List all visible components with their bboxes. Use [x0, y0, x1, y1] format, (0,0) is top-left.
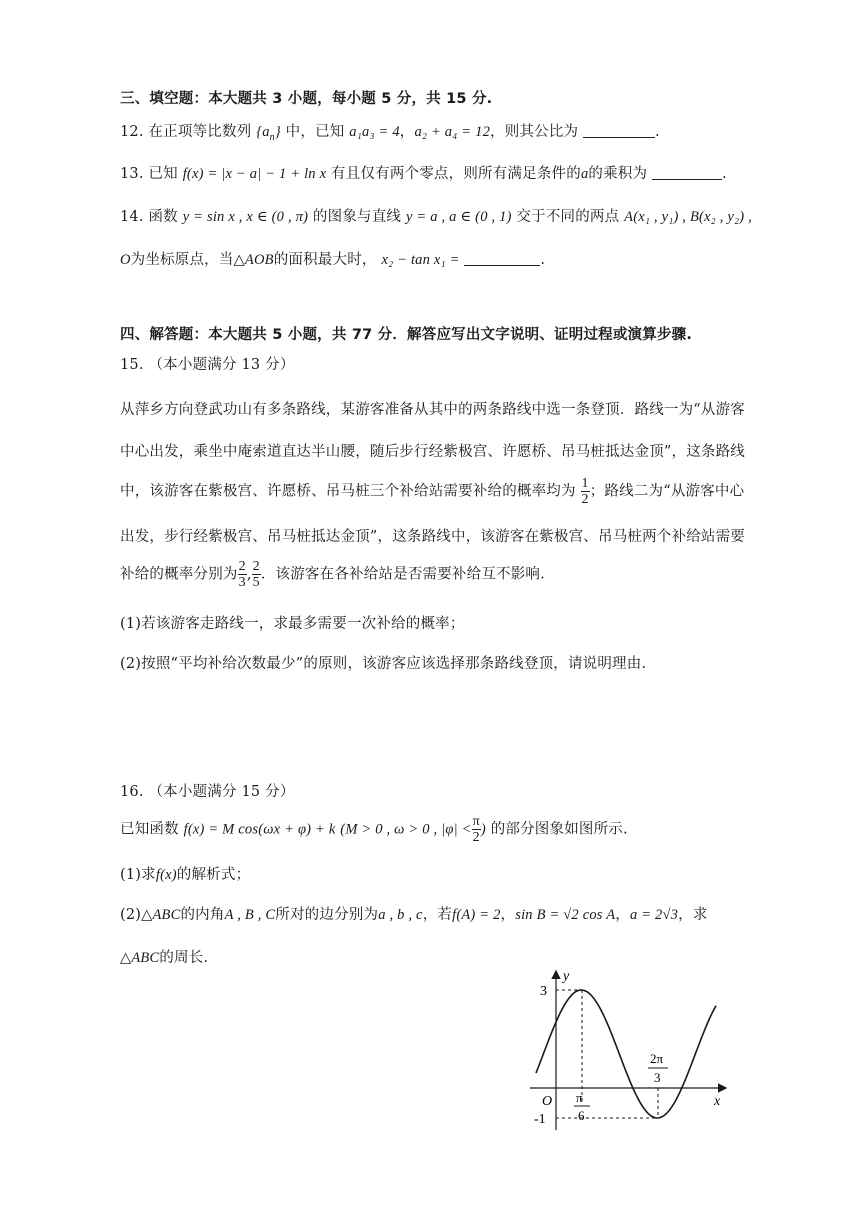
q15-paragraph-line4: 出发，步行经紫极宫、吊马桩抵达金顶”，这条路线中，该游客在紫极宫、吊马桩两个补给站需要: [120, 529, 746, 545]
q14-triangle: △AOB: [233, 252, 274, 268]
x1-numerator: π: [576, 1090, 583, 1105]
q14-line: y = a , a ∈ (0 , 1): [405, 209, 512, 225]
q16-s2-prefix: (2): [120, 907, 142, 923]
q14-text-b: 的图象与直线: [312, 209, 402, 225]
q15-paragraph-line1: 从萍乡方向登武功山有多条路线，某游客准备从其中的两条路线中选一条登顶．路线一为“从游客: [120, 402, 746, 418]
q16-header: 16. （本小题满分 15 分）: [120, 784, 295, 800]
q16-text-a: 已知函数: [120, 821, 179, 838]
origin-label: O: [542, 1094, 553, 1109]
question-13: [120, 162, 727, 183]
q13-end: .: [722, 166, 727, 182]
q16-s3-triangle: △ABC: [120, 950, 160, 966]
function-graph: [520, 960, 740, 1140]
q14-line2-b: 的面积最大时，: [273, 252, 377, 268]
q13-answer-blank[interactable]: [652, 165, 722, 180]
q16-s2-text-b: 的内角: [180, 907, 225, 923]
q14-origin: O: [120, 252, 131, 268]
q15-fraction-2-3: $\frac{2}{3}$: [238, 559, 246, 590]
q13-number: 13.: [120, 166, 144, 182]
q13-var: a: [580, 166, 589, 182]
q14-line2-a: 为坐标原点，当: [130, 252, 234, 268]
x2-numerator: 2π: [650, 1051, 664, 1066]
cosine-curve: [536, 990, 716, 1118]
q15-p5-text-b: ．该游客在各补给站是否需要补给互不影响.: [260, 566, 545, 583]
x-axis-label: x: [714, 1094, 721, 1109]
q16-subquestion-1: [120, 863, 250, 884]
q14-end: .: [540, 252, 546, 268]
q16-s3-text: 的周长.: [159, 950, 209, 966]
q15-p5-text-a: 补给的概率分别为: [120, 566, 238, 583]
q16-fraction-pi-2: $\frac{\pi}{2}$: [472, 814, 480, 845]
q15-p3-text-b: ；路线二为“从游客中心: [589, 483, 745, 500]
q15-paragraph-line2: 中心出发，乘坐中庵索道直达半山腰，随后步行经紫极宫、许愿桥、吊马桩抵达金顶”，这条路线: [120, 444, 746, 460]
q12-text-c: ，则其公比为: [490, 124, 579, 140]
q15-subquestion-2: (2)按照“平均补给次数最少”的原则，该游客应该选择那条路线登顶，请说明理由.: [120, 656, 647, 672]
q15-paragraph-line3: [120, 476, 744, 507]
q16-s2-text-d: ，若: [422, 907, 453, 923]
q13-text-a: 已知: [148, 166, 178, 182]
q14-answer-blank[interactable]: [464, 251, 540, 266]
q14-text-a: 函数: [148, 209, 178, 225]
question-14-line2: [120, 248, 545, 269]
q16-s2-angles: A , B , C: [224, 907, 276, 923]
q13-function: f(x) = |x − a| − 1 + ln x: [182, 166, 327, 182]
q16-s2-fa: f(A) = 2: [452, 907, 501, 923]
q12-number: 12.: [120, 124, 144, 140]
q13-text-c: 的乘积为: [588, 166, 648, 182]
q14-function: y = sin x , x ∈ (0 , π): [182, 209, 309, 225]
q15-p3-text-a: 中，该游客在紫极宫、许愿桥、吊马桩三个补给站需要补给的概率均为: [120, 483, 576, 500]
q16-s2-sides: a , b , c: [378, 907, 423, 923]
q16-s1-text-b: 的解析式；: [176, 867, 251, 883]
q14-text-c: 交于不同的两点: [516, 209, 620, 225]
q16-subquestion-2-line2: [120, 946, 208, 967]
q14-points: A(x₁ , y₁) , B(x₂ , y₂) ,: [624, 209, 752, 225]
q15-paragraph-line5: [120, 559, 545, 590]
q12-text-b: 中，已知: [285, 124, 345, 140]
q16-s2-text-f: ，: [615, 907, 630, 923]
q16-s2-text-e: ，: [500, 907, 516, 923]
q16-s1-text-a: (1)求: [120, 867, 156, 883]
question-12: [120, 120, 660, 143]
q16-subquestion-2: [120, 903, 708, 924]
q16-text-b: 的部分图象如图所示.: [490, 821, 628, 838]
q16-paragraph-line1: [120, 814, 628, 845]
q15-subquestion-1: (1)若该游客走路线一，求最多需要一次补给的概率；: [120, 616, 465, 632]
question-14: [120, 205, 752, 226]
x1-denominator: 6: [578, 1108, 585, 1123]
q12-end: .: [655, 124, 660, 140]
q16-condition-end: ): [480, 821, 486, 838]
q15-fraction-2-5: $\frac{2}{5}$: [252, 559, 260, 590]
q12-eq1: a₁a₃ = 4: [349, 124, 400, 140]
q16-function: f(x) = M cos(ωx + φ) + k: [183, 821, 336, 838]
q16-s2-text-c: 所对的边分别为: [275, 907, 379, 923]
section4-heading: 四、解答题：本大题共 5 小题，共 77 分．解答应写出文字说明、证明过程或演算步骤.: [120, 327, 693, 343]
q16-s2-triangle: △ABC: [141, 907, 181, 923]
q16-s2-a-value: a = 2√3: [629, 907, 679, 923]
q15-header: 15. （本小题满分 13 分）: [120, 357, 295, 373]
y-axis-label: y: [563, 969, 570, 984]
q12-eq2: a₂ + a₄ = 12: [414, 124, 491, 140]
q13-text-b: 有且仅有两个零点，则所有满足条件的: [331, 166, 581, 182]
q12-answer-blank[interactable]: [583, 123, 655, 138]
q14-expression: x₂ − tan x₁ =: [381, 252, 460, 268]
q12-sep: ，: [399, 124, 415, 140]
q15-fraction-half: $\frac{1}{2}$: [581, 476, 589, 507]
ymin-label: -1: [534, 1112, 546, 1127]
q12-text-a: 在正项等比数列: [148, 124, 252, 140]
q14-number: 14.: [120, 209, 144, 225]
q16-s2-sin: sin B = √2 cos A: [515, 907, 616, 923]
q12-seq: $\{a_n\}$: [256, 124, 281, 143]
q16-s1-function: f(x): [155, 867, 177, 883]
q16-condition: (M > 0 , ω > 0 , |φ| <: [340, 821, 472, 838]
ymax-label: 3: [540, 984, 547, 999]
q16-s2-text-g: ，求: [678, 907, 708, 923]
x2-denominator: 3: [654, 1070, 661, 1085]
section3-heading: 三、填空题：本大题共 3 小题，每小题 5 分，共 15 分.: [120, 91, 493, 107]
q15-comma: ,: [246, 566, 252, 583]
